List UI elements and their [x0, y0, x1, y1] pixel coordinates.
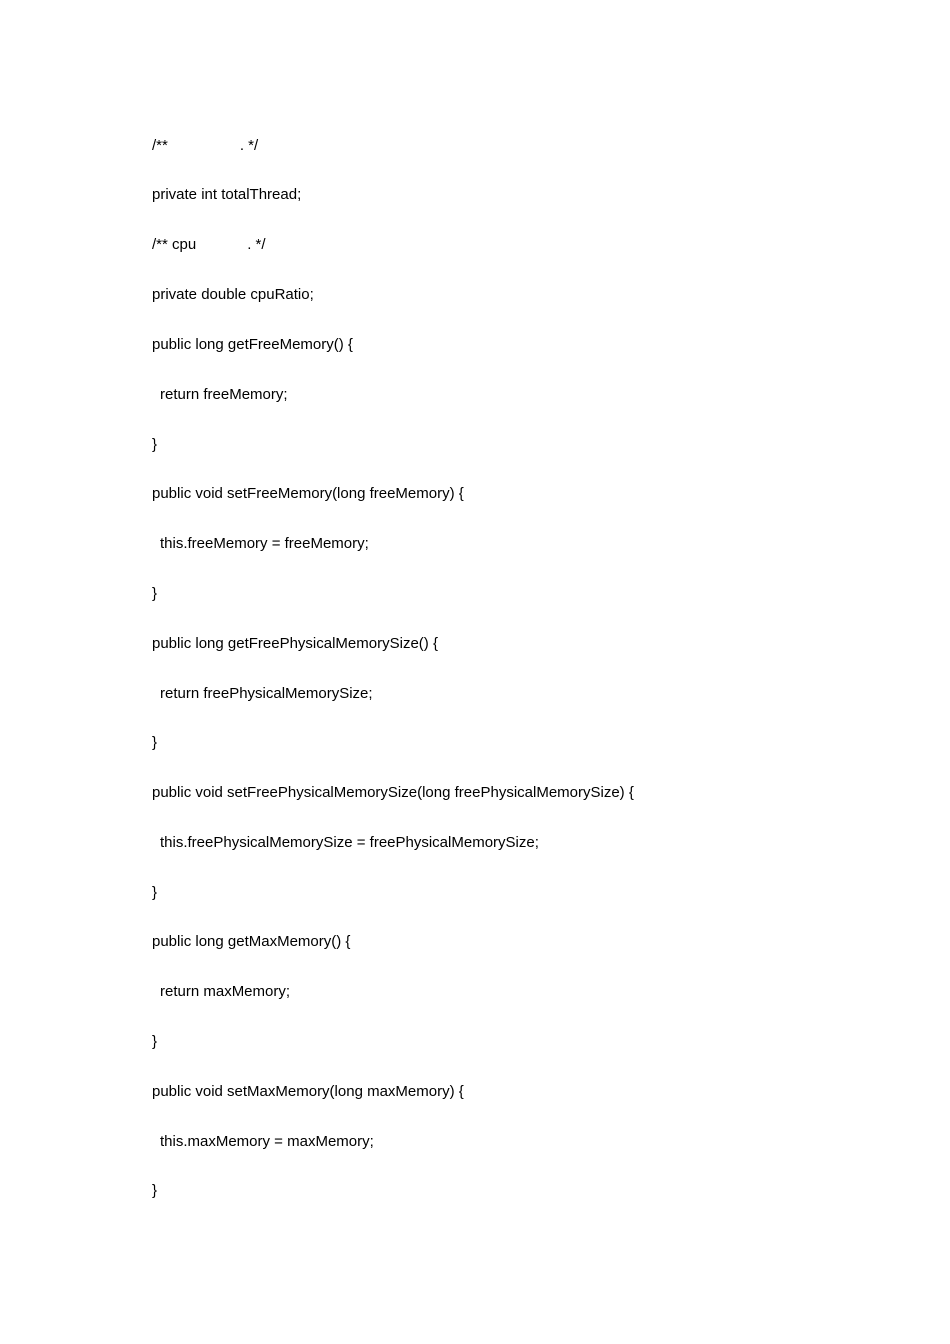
- code-line: public long getMaxMemory() {: [152, 933, 351, 950]
- code-line: }: [152, 436, 158, 453]
- comment-open: /**: [152, 137, 168, 154]
- code-line: public long getFreeMemory() {: [152, 336, 353, 353]
- comment-close: . */: [239, 137, 259, 154]
- code-line: }: [152, 1182, 158, 1199]
- code-line: public long getFreePhysicalMemorySize() {: [152, 635, 438, 652]
- code-line: public void setFreeMemory(long freeMemory) {: [152, 485, 464, 502]
- code-line: this.maxMemory = maxMemory;: [160, 1133, 374, 1150]
- code-line: }: [152, 884, 158, 901]
- code-line: return freePhysicalMemorySize;: [160, 685, 373, 702]
- code-line: }: [152, 734, 158, 751]
- code-line: }: [152, 585, 158, 602]
- code-line: return maxMemory;: [160, 983, 291, 1000]
- comment-close: . */: [247, 236, 266, 253]
- code-line: private double cpuRatio;: [152, 286, 314, 303]
- code-line: private int totalThread;: [152, 186, 302, 203]
- code-line: public void setMaxMemory(long maxMemory) {: [152, 1083, 464, 1100]
- code-line: this.freePhysicalMemorySize = freePhysicalMemorySize;: [160, 834, 539, 851]
- code-line: }: [152, 1033, 158, 1050]
- comment-line: [152, 233, 266, 257]
- code-line: return freeMemory;: [160, 386, 288, 403]
- comment-line: [152, 134, 258, 158]
- code-line: this.freeMemory = freeMemory;: [160, 535, 369, 552]
- comment-open: /** cpu: [152, 236, 197, 253]
- code-line: public void setFreePhysicalMemorySize(long freePhysicalMemorySize) {: [152, 784, 634, 801]
